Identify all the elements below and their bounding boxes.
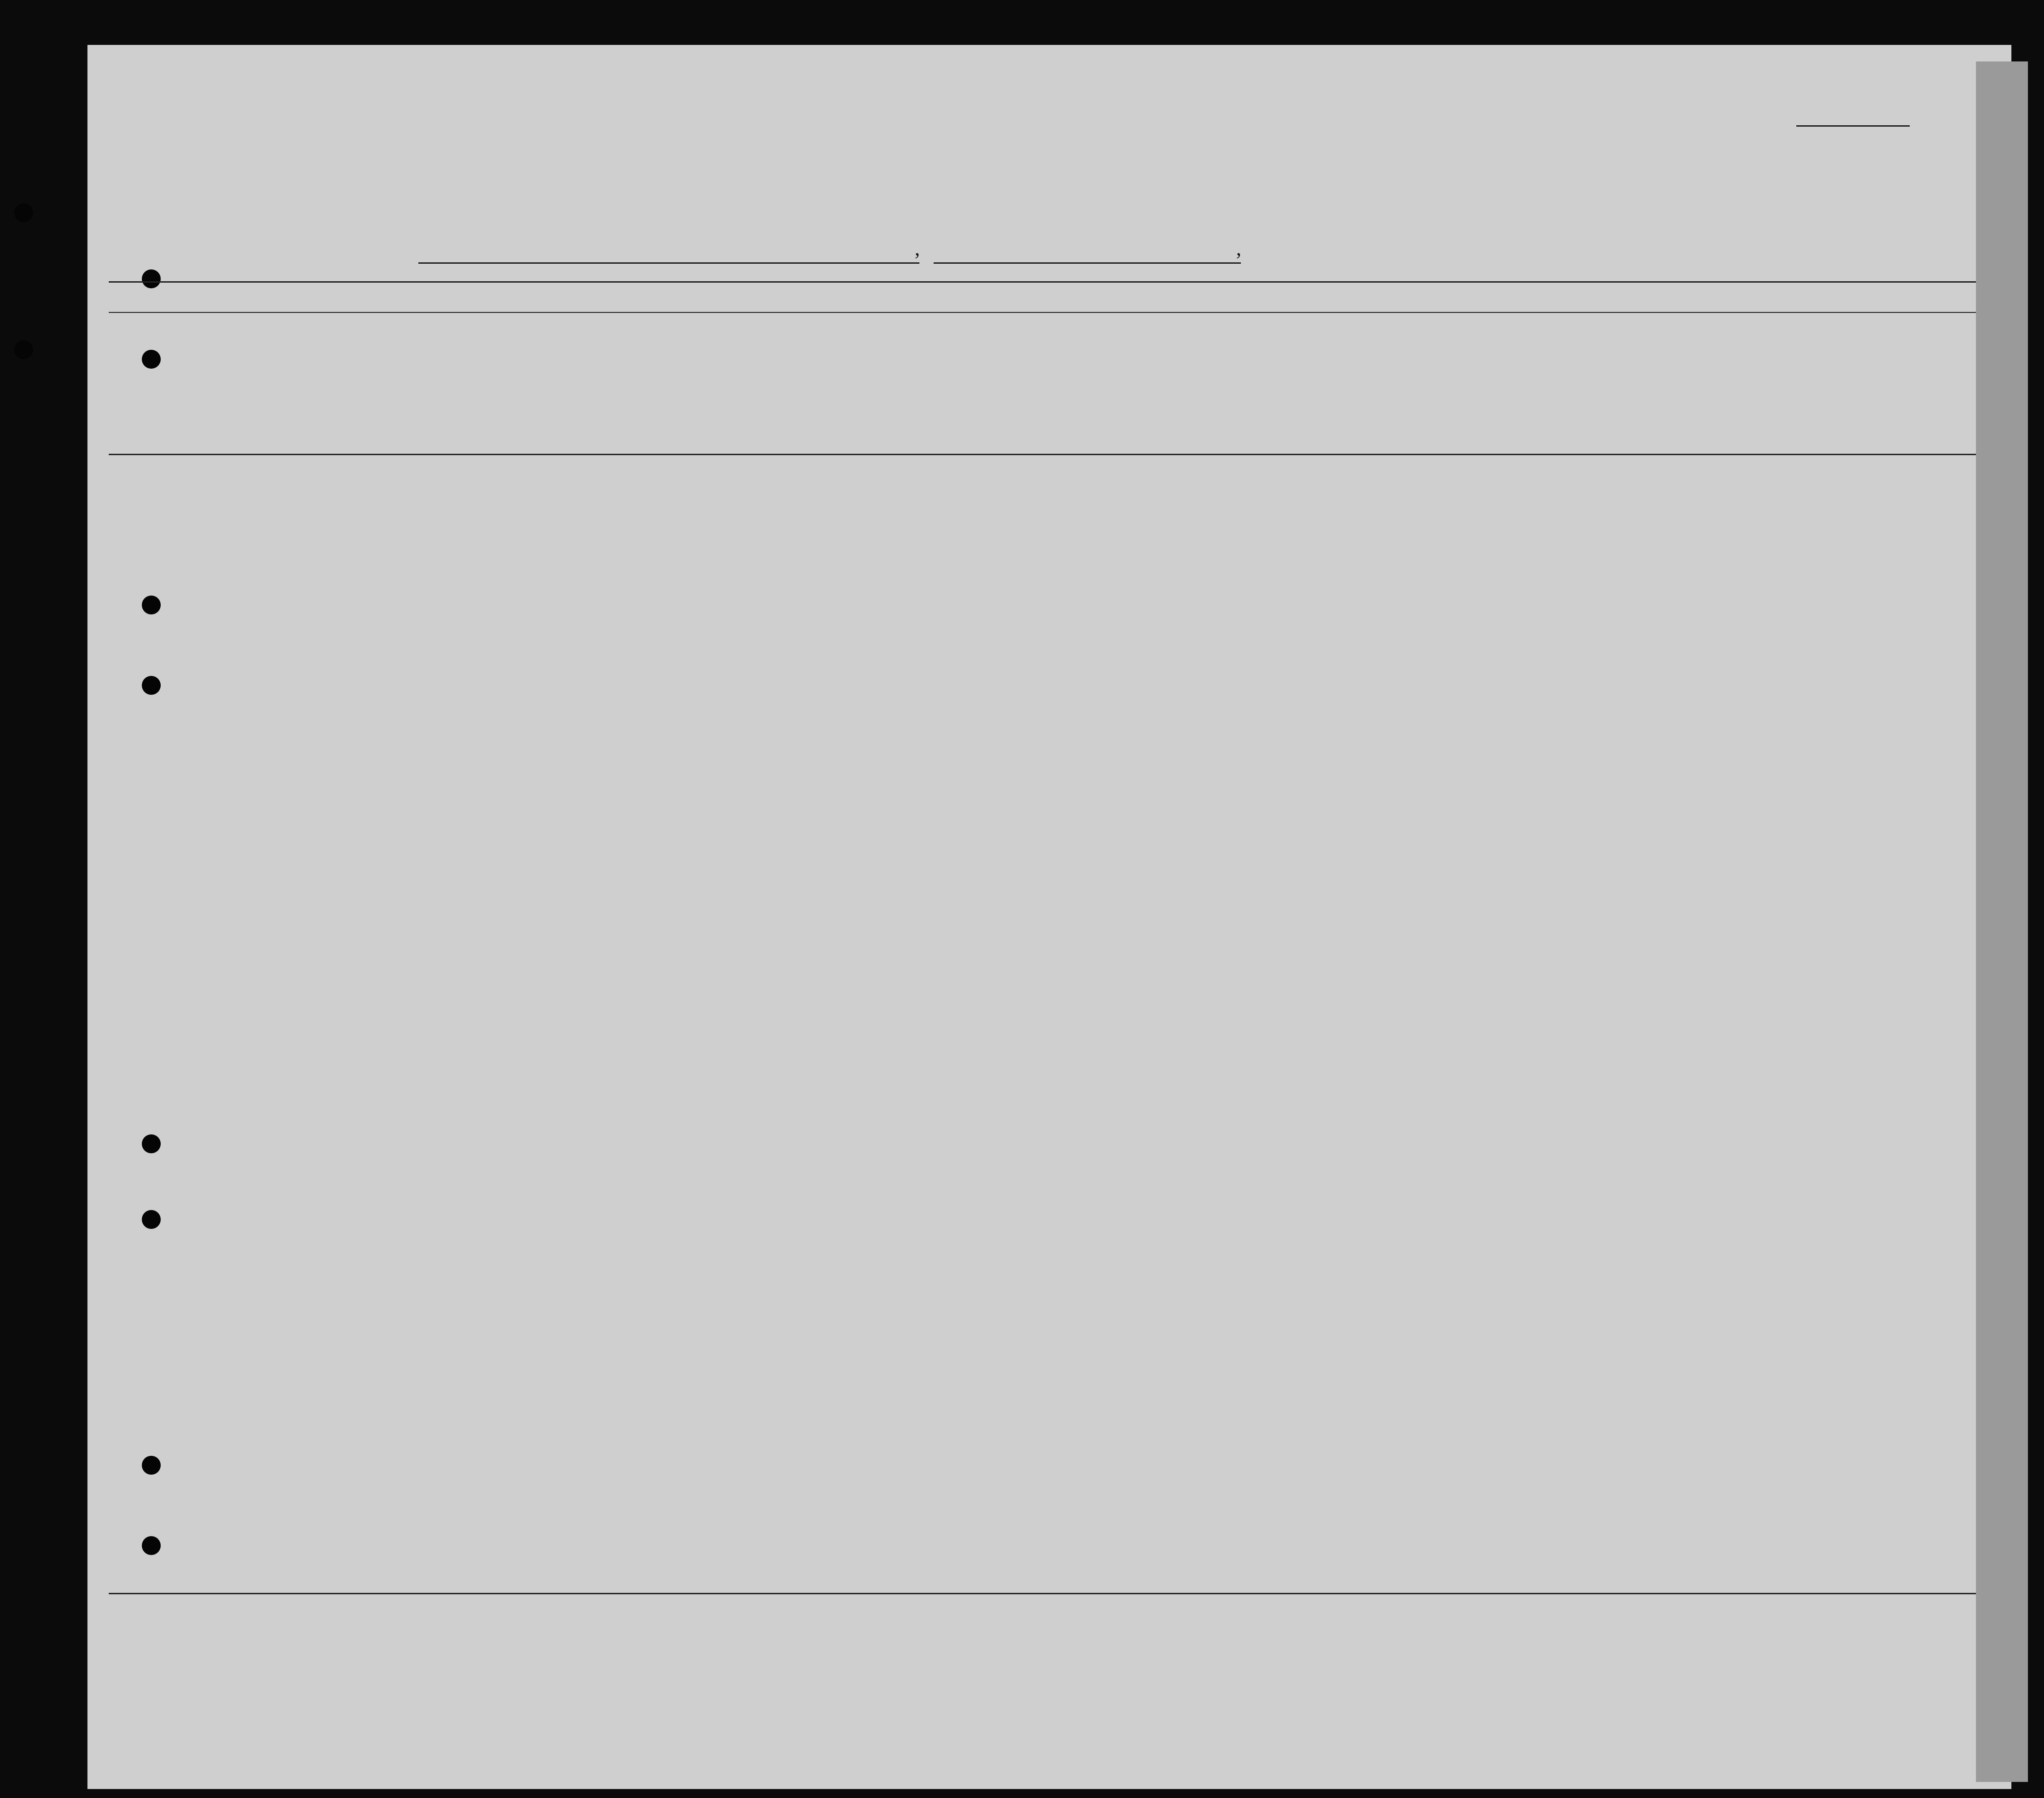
header-purpose-return [1213,333,1241,451]
comma-2: , [1236,237,1241,260]
binder-hole-icon [142,676,161,695]
binder-hole-icon [142,269,161,288]
comma: , [915,237,920,260]
binder-hole-icon [142,1456,161,1475]
table-top-border [109,281,1976,283]
header-anarchist [1392,326,1406,444]
list-line [1796,125,1910,127]
header-purpose-length [1253,331,1276,449]
header-q29 [1456,336,1489,454]
header-polygamist [1371,326,1385,444]
header-purpose-citizen [1290,331,1314,449]
header-q30 [1508,331,1532,449]
header-ticket [669,328,688,447]
binder-hole-icon [142,350,161,369]
date-line [934,262,1241,264]
header-divider [109,312,1976,313]
header-prison [1331,333,1359,451]
manifest-sheet [87,45,2011,1789]
binder-hole-icon [142,1536,161,1555]
header-bottom-border [109,454,1976,455]
binder-hole-icon [142,1134,161,1153]
binder-hole-icon [142,1210,161,1229]
binder-hole-icon [14,340,33,359]
binder-hole-icon [14,203,33,222]
binder-hole-icon [142,596,161,614]
header-q28 [1418,336,1451,454]
header-possession-50 [778,328,797,447]
port-line [418,262,919,264]
table-bottom-border [109,1593,1976,1594]
sheet-edge [1976,61,2028,1782]
